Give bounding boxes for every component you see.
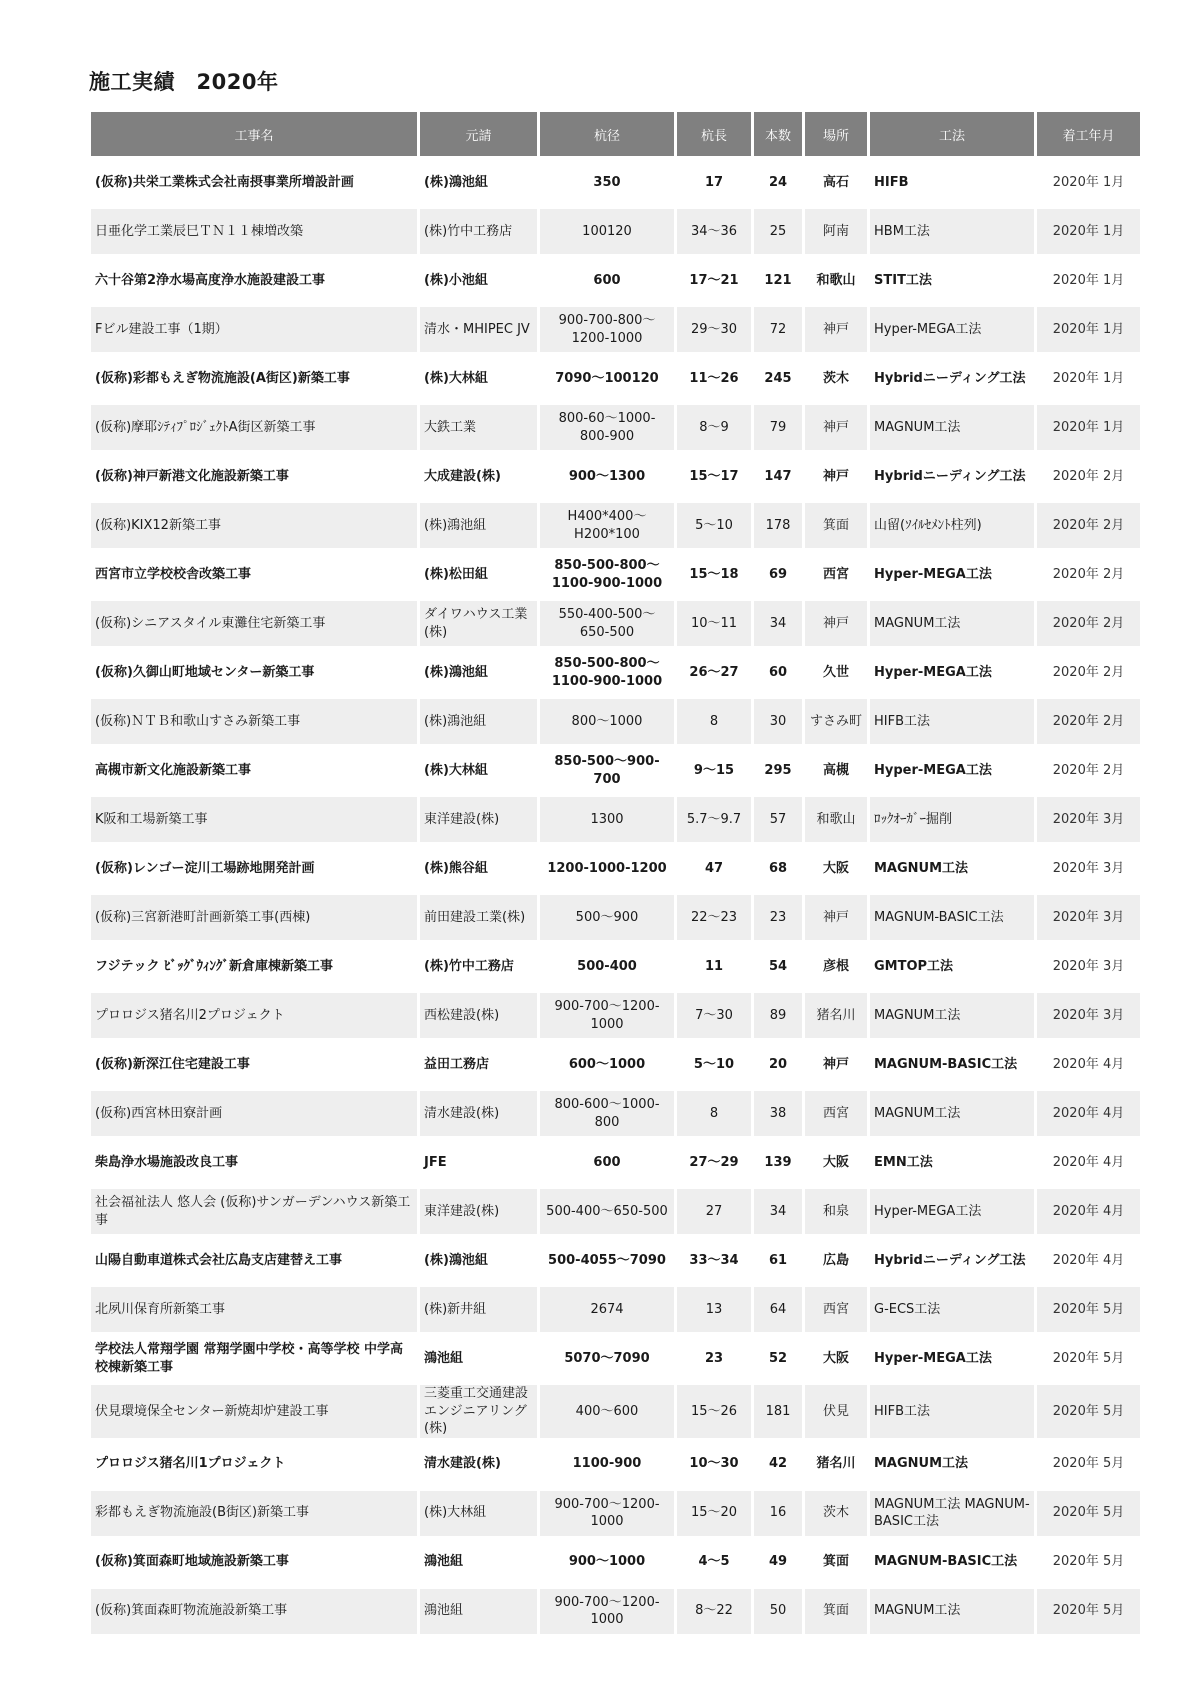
pile-diameter-cell: 800-600～1000-800: [540, 1091, 674, 1136]
project-name-cell: K阪和工場新築工事: [91, 797, 417, 842]
pile-diameter-cell: 600: [593, 1154, 621, 1170]
pile-diameter-cell: 500～900: [540, 895, 674, 940]
column-header-location: 場所: [805, 112, 867, 156]
start-date-cell: 2020年 1月: [1037, 209, 1140, 254]
start-date-cell: 2020年 5月: [1037, 1287, 1140, 1332]
pile-diameter-cell: 900-700-800～1200-1000: [540, 307, 674, 352]
pile-count-cell: 139: [764, 1154, 792, 1170]
pile-count-cell: 60: [768, 664, 788, 680]
pile-length-cell: 23: [704, 1350, 724, 1366]
pile-count-cell: 79: [754, 405, 802, 450]
contractor-cell: 西松建設(株): [420, 993, 537, 1038]
pile-diameter-cell: 900～1000: [568, 1554, 646, 1570]
location-cell: 猪名川: [816, 1456, 856, 1472]
table-row: [91, 356, 1140, 401]
pile-diameter-cell: 400～600: [540, 1385, 674, 1438]
start-date-cell: 2020年 2月: [1037, 601, 1140, 646]
pile-count-cell: 20: [768, 1056, 788, 1072]
pile-count-cell: 68: [768, 860, 788, 876]
method-cell: MAGNUM工法: [874, 860, 969, 876]
table-row: [91, 405, 1140, 450]
project-name-cell: (仮称)新深江住宅建設工事: [95, 1056, 250, 1072]
contractor-cell: (株)竹中工務店: [424, 958, 514, 974]
location-cell: 茨木: [805, 1491, 867, 1536]
pile-count-cell: 69: [768, 566, 788, 582]
method-cell: Hybridニーディング工法: [874, 370, 1026, 386]
pile-length-cell: 10～30: [689, 1456, 739, 1472]
table-row: [91, 895, 1140, 940]
pile-count-cell: 24: [768, 174, 788, 190]
pile-diameter-cell: 2674: [540, 1287, 674, 1332]
project-name-cell: (仮称)共栄工業株式会社南摂事業所増設計画: [95, 174, 354, 190]
pile-diameter-cell: 350: [593, 174, 621, 190]
pile-length-cell: 5～10: [693, 1056, 735, 1072]
location-cell: 和泉: [805, 1189, 867, 1234]
method-cell: Hyper-MEGA工法: [874, 664, 992, 680]
pile-diameter-cell: 600: [593, 272, 621, 288]
start-date-cell: 2020年 2月: [1052, 566, 1125, 582]
table-row: [91, 1140, 1140, 1185]
table-row: [91, 1589, 1140, 1634]
contractor-cell: 東洋建設(株): [420, 797, 537, 842]
method-cell: MAGNUM工法: [874, 1456, 969, 1472]
project-name-cell: 彩都もえぎ物流施設(B街区)新築工事: [91, 1491, 417, 1536]
pile-length-cell: 22～23: [677, 895, 751, 940]
pile-count-cell: 89: [754, 993, 802, 1038]
contractor-cell: (株)大林組: [424, 762, 488, 778]
start-date-cell: 2020年 2月: [1052, 762, 1125, 778]
contractor-cell: (株)大林組: [420, 1491, 537, 1536]
pile-count-cell: 57: [754, 797, 802, 842]
pile-length-cell: 15～26: [677, 1385, 751, 1438]
contractor-cell: (株)鴻池組: [420, 503, 537, 548]
table-body: [91, 160, 1140, 1634]
project-name-cell: (仮称)摩耶ｼﾃｨﾌﾟﾛｼﾞｪｸﾄA街区新築工事: [91, 405, 417, 450]
method-cell: Hybridニーディング工法: [874, 468, 1026, 484]
pile-diameter-cell: 550-400-500～650-500: [540, 601, 674, 646]
column-header-start-date: 着工年月: [1037, 112, 1140, 156]
table-row: [91, 993, 1140, 1038]
table-row: [91, 1091, 1140, 1136]
location-cell: 神戸: [805, 307, 867, 352]
pile-diameter-cell: H400*400～H200*100: [540, 503, 674, 548]
project-name-cell: (仮称)久御山町地域センター新築工事: [95, 664, 315, 680]
project-name-cell: (仮称)神戸新港文化施設新築工事: [95, 468, 289, 484]
project-name-cell: 高槻市新文化施設新築工事: [95, 762, 252, 778]
pile-length-cell: 34～36: [677, 209, 751, 254]
pile-diameter-cell: 5070～7090: [564, 1350, 650, 1366]
location-cell: 茨木: [822, 370, 849, 386]
pile-diameter-cell: 500-400～650-500: [540, 1189, 674, 1234]
contractor-cell: (株)小池組: [424, 272, 488, 288]
method-cell: MAGNUM工法: [870, 601, 1034, 646]
table-row: [91, 1042, 1140, 1087]
method-cell: EMN工法: [874, 1154, 933, 1170]
pile-diameter-cell: 800～1000: [540, 699, 674, 744]
start-date-cell: 2020年 1月: [1052, 370, 1125, 386]
location-cell: 阿南: [805, 209, 867, 254]
location-cell: 神戸: [822, 468, 849, 484]
pile-length-cell: 11～26: [689, 370, 739, 386]
pile-diameter-cell: 1200-1000-1200: [547, 860, 667, 876]
table-row: [91, 797, 1140, 842]
start-date-cell: 2020年 2月: [1037, 503, 1140, 548]
project-name-cell: 山陽自動車道株式会社広島支店建替え工事: [95, 1252, 343, 1268]
pile-length-cell: 17～21: [689, 272, 739, 288]
contractor-cell: 益田工務店: [424, 1056, 490, 1072]
pile-count-cell: 25: [754, 209, 802, 254]
location-cell: 猪名川: [805, 993, 867, 1038]
pile-count-cell: 23: [754, 895, 802, 940]
pile-length-cell: 8～9: [677, 405, 751, 450]
method-cell: MAGNUM工法 MAGNUM-BASIC工法: [870, 1491, 1034, 1536]
start-date-cell: 2020年 3月: [1052, 958, 1125, 974]
pile-length-cell: 17: [704, 174, 724, 190]
contractor-cell: (株)鴻池組: [420, 699, 537, 744]
location-cell: 箕面: [805, 503, 867, 548]
table-row: [91, 1442, 1140, 1487]
start-date-cell: 2020年 2月: [1037, 699, 1140, 744]
pile-diameter-cell: 900～1300: [568, 468, 646, 484]
pile-count-cell: 34: [754, 1189, 802, 1234]
pile-length-cell: 26～27: [689, 664, 739, 680]
pile-diameter-cell: 850-500～900-700: [554, 753, 660, 787]
document-title: 施工実績 2020年: [89, 70, 279, 94]
pile-length-cell: 8: [677, 699, 751, 744]
project-name-cell: 学校法人常翔学園 常翔学園中学校・高等学校 中学高校棟新築工事: [95, 1341, 404, 1375]
method-cell: G-ECS工法: [870, 1287, 1034, 1332]
pile-count-cell: 121: [764, 272, 792, 288]
location-cell: すさみ町: [805, 699, 867, 744]
method-cell: HIFB工法: [870, 1385, 1034, 1438]
project-name-cell: 社会福祉法人 悠人会 (仮称)サンガーデンハウス新築工事: [91, 1189, 417, 1234]
table-row: [91, 1336, 1140, 1381]
project-name-cell: (仮称)シニアスタイル東灘住宅新築工事: [91, 601, 417, 646]
column-header-pile-diameter: 杭径: [540, 112, 674, 156]
method-cell: MAGNUM工法: [870, 405, 1034, 450]
start-date-cell: 2020年 3月: [1037, 797, 1140, 842]
pile-count-cell: 181: [754, 1385, 802, 1438]
start-date-cell: 2020年 4月: [1052, 1252, 1125, 1268]
column-header-method: 工法: [870, 112, 1034, 156]
table-row: [91, 209, 1140, 254]
pile-length-cell: 8: [677, 1091, 751, 1136]
table-row: [91, 748, 1140, 793]
pile-length-cell: 15～17: [689, 468, 739, 484]
contractor-cell: 大成建設(株): [424, 468, 501, 484]
pile-diameter-cell: 800-60～1000-800-900: [540, 405, 674, 450]
pile-length-cell: 33～34: [689, 1252, 739, 1268]
project-name-cell: (仮称)レンゴー淀川工場跡地開発計画: [95, 860, 315, 876]
method-cell: 山留(ｿｲﾙｾﾒﾝﾄ柱列): [870, 503, 1034, 548]
method-cell: GMTOP工法: [874, 958, 954, 974]
contractor-cell: ダイワハウス工業(株): [420, 601, 537, 646]
project-name-cell: 伏見環境保全センター新焼却炉建設工事: [91, 1385, 417, 1438]
pile-length-cell: 7～30: [677, 993, 751, 1038]
pile-diameter-cell: 1300: [540, 797, 674, 842]
column-header-contractor: 元請: [420, 112, 537, 156]
pile-count-cell: 42: [768, 1456, 788, 1472]
start-date-cell: 2020年 3月: [1052, 860, 1125, 876]
method-cell: HIFB工法: [870, 699, 1034, 744]
pile-count-cell: 64: [754, 1287, 802, 1332]
project-name-cell: Fビル建設工事（1期）: [91, 307, 417, 352]
start-date-cell: 2020年 1月: [1037, 405, 1140, 450]
contractor-cell: (株)鴻池組: [424, 664, 488, 680]
start-date-cell: 2020年 1月: [1037, 307, 1140, 352]
contractor-cell: 東洋建設(株): [420, 1189, 537, 1234]
method-cell: Hyper-MEGA工法: [874, 1350, 992, 1366]
pile-diameter-cell: 900-700～1200-1000: [540, 1491, 674, 1536]
start-date-cell: 2020年 4月: [1037, 1189, 1140, 1234]
project-name-cell: 日亜化学工業辰巳ＴＮ１１棟増改築: [91, 209, 417, 254]
pile-diameter-cell: 500-4055～7090: [548, 1252, 666, 1268]
project-name-cell: (仮称)西宮林田寮計画: [91, 1091, 417, 1136]
location-cell: 広島: [822, 1252, 849, 1268]
pile-diameter-cell: 600～1000: [568, 1056, 646, 1072]
pile-count-cell: 30: [754, 699, 802, 744]
project-name-cell: (仮称)箕面森町物流施設新築工事: [91, 1589, 417, 1634]
location-cell: 高槻: [822, 762, 849, 778]
contractor-cell: 鴻池組: [424, 1554, 464, 1570]
table-row: [91, 454, 1140, 499]
project-name-cell: 柴島浄水場施設改良工事: [95, 1154, 239, 1170]
project-name-cell: (仮称)KIX12新築工事: [91, 503, 417, 548]
method-cell: Hyper-MEGA工法: [870, 1189, 1034, 1234]
table-row: [91, 846, 1140, 891]
method-cell: MAGNUM-BASIC工法: [874, 1056, 1018, 1072]
table-row: [91, 307, 1140, 352]
pile-count-cell: 38: [754, 1091, 802, 1136]
contractor-cell: (株)新井組: [420, 1287, 537, 1332]
location-cell: 和歌山: [816, 272, 856, 288]
pile-count-cell: 16: [754, 1491, 802, 1536]
pile-diameter-cell: 100120: [540, 209, 674, 254]
contractor-cell: (株)鴻池組: [424, 1252, 488, 1268]
pile-count-cell: 72: [754, 307, 802, 352]
location-cell: 箕面: [805, 1589, 867, 1634]
method-cell: Hyper-MEGA工法: [870, 307, 1034, 352]
location-cell: 和歌山: [805, 797, 867, 842]
start-date-cell: 2020年 5月: [1052, 1350, 1125, 1366]
pile-count-cell: 49: [768, 1554, 788, 1570]
contractor-cell: (株)大林組: [424, 370, 488, 386]
method-cell: ﾛｯｸｵｰｶﾞｰ掘削: [870, 797, 1034, 842]
pile-length-cell: 27～29: [689, 1154, 739, 1170]
column-header-pile-length: 杭長: [677, 112, 751, 156]
location-cell: 神戸: [805, 601, 867, 646]
project-name-cell: プロロジス猪名川1プロジェクト: [95, 1456, 286, 1472]
project-name-cell: (仮称)ＮＴＢ和歌山すさみ新築工事: [91, 699, 417, 744]
pile-diameter-cell: 900-700～1200-1000: [540, 1589, 674, 1634]
pile-length-cell: 47: [704, 860, 724, 876]
method-cell: MAGNUM工法: [870, 993, 1034, 1038]
pile-diameter-cell: 850-500-800～1100-900-1000: [551, 557, 663, 591]
project-name-cell: (仮称)三宮新港町計画新築工事(西棟): [91, 895, 417, 940]
contractor-cell: 清水建設(株): [420, 1091, 537, 1136]
start-date-cell: 2020年 3月: [1037, 895, 1140, 940]
pile-count-cell: 34: [754, 601, 802, 646]
contractor-cell: (株)松田組: [424, 566, 488, 582]
table-row: [91, 1238, 1140, 1283]
location-cell: 神戸: [805, 895, 867, 940]
table-row: [91, 258, 1140, 303]
start-date-cell: 2020年 1月: [1052, 272, 1125, 288]
pile-length-cell: 15～20: [677, 1491, 751, 1536]
table-row: [91, 699, 1140, 744]
project-name-cell: 六十谷第2浄水場高度浄水施設建設工事: [95, 272, 326, 288]
pile-length-cell: 10～11: [677, 601, 751, 646]
contractor-cell: 清水建設(株): [424, 1456, 501, 1472]
location-cell: 西宮: [805, 1091, 867, 1136]
location-cell: 伏見: [805, 1385, 867, 1438]
construction-record-table: [88, 108, 1143, 1638]
location-cell: 大阪: [822, 860, 849, 876]
contractor-cell: 大鉄工業: [420, 405, 537, 450]
table-row: [91, 503, 1140, 548]
pile-diameter-cell: 1100-900: [572, 1456, 642, 1472]
method-cell: MAGNUM工法: [870, 1091, 1034, 1136]
project-name-cell: (仮称)彩都もえぎ物流施設(A街区)新築工事: [95, 370, 350, 386]
pile-count-cell: 61: [768, 1252, 788, 1268]
method-cell: HIFB: [874, 174, 909, 190]
method-cell: Hyper-MEGA工法: [874, 566, 992, 582]
table-row: [91, 1189, 1140, 1234]
project-name-cell: (仮称)箕面森町地域施設新築工事: [95, 1554, 289, 1570]
start-date-cell: 2020年 5月: [1037, 1491, 1140, 1536]
start-date-cell: 2020年 5月: [1037, 1385, 1140, 1438]
contractor-cell: 三菱重工交通建設エンジニアリング(株): [420, 1385, 537, 1438]
start-date-cell: 2020年 3月: [1037, 993, 1140, 1038]
start-date-cell: 2020年 4月: [1052, 1154, 1125, 1170]
contractor-cell: (株)鴻池組: [424, 174, 488, 190]
table-header-row: [91, 112, 1140, 156]
method-cell: MAGNUM工法: [870, 1589, 1034, 1634]
column-header-pile-count: 本数: [754, 112, 802, 156]
table-row: [91, 1540, 1140, 1585]
pile-diameter-cell: 7090～100120: [555, 370, 659, 386]
table-row: [91, 601, 1140, 646]
pile-count-cell: 147: [764, 468, 792, 484]
column-header-project-name: 工事名: [91, 112, 417, 156]
project-name-cell: フジテック ﾋﾞｯｸﾞｳｨﾝｸﾞ新倉庫棟新築工事: [95, 958, 334, 974]
contractor-cell: 鴻池組: [420, 1589, 537, 1634]
project-name-cell: プロロジス猪名川2プロジェクト: [91, 993, 417, 1038]
table-row: [91, 1385, 1140, 1438]
location-cell: 久世: [822, 664, 849, 680]
contractor-cell: (株)竹中工務店: [420, 209, 537, 254]
start-date-cell: 2020年 4月: [1052, 1056, 1125, 1072]
start-date-cell: 2020年 4月: [1037, 1091, 1140, 1136]
pile-length-cell: 8～22: [677, 1589, 751, 1634]
location-cell: 西宮: [805, 1287, 867, 1332]
pile-length-cell: 29～30: [677, 307, 751, 352]
pile-diameter-cell: 850-500-800～1100-900-1000: [551, 655, 663, 689]
start-date-cell: 2020年 5月: [1037, 1589, 1140, 1634]
pile-count-cell: 54: [768, 958, 788, 974]
contractor-cell: 鴻池組: [424, 1350, 464, 1366]
method-cell: Hybridニーディング工法: [874, 1252, 1026, 1268]
location-cell: 大阪: [822, 1154, 849, 1170]
location-cell: 神戸: [805, 405, 867, 450]
location-cell: 西宮: [822, 566, 849, 582]
method-cell: MAGNUM-BASIC工法: [870, 895, 1034, 940]
table-row: [91, 552, 1140, 597]
project-name-cell: 西宮市立学校校舎改築工事: [95, 566, 252, 582]
method-cell: HBM工法: [870, 209, 1034, 254]
start-date-cell: 2020年 1月: [1052, 174, 1125, 190]
pile-count-cell: 245: [764, 370, 792, 386]
start-date-cell: 2020年 5月: [1052, 1554, 1125, 1570]
start-date-cell: 2020年 2月: [1052, 468, 1125, 484]
pile-count-cell: 50: [754, 1589, 802, 1634]
pile-count-cell: 178: [754, 503, 802, 548]
table-row: [91, 944, 1140, 989]
contractor-cell: 清水・MHIPEC JV: [420, 307, 537, 352]
location-cell: 彦根: [822, 958, 849, 974]
method-cell: STIT工法: [874, 272, 932, 288]
pile-diameter-cell: 900-700～1200-1000: [540, 993, 674, 1038]
location-cell: 箕面: [822, 1554, 849, 1570]
start-date-cell: 2020年 5月: [1052, 1456, 1125, 1472]
table-row: [91, 650, 1140, 695]
project-name-cell: 北夙川保育所新築工事: [91, 1287, 417, 1332]
pile-length-cell: 27: [677, 1189, 751, 1234]
pile-length-cell: 5～10: [677, 503, 751, 548]
pile-length-cell: 9～15: [693, 762, 735, 778]
table-row: [91, 1287, 1140, 1332]
pile-count-cell: 295: [764, 762, 792, 778]
location-cell: 神戸: [822, 1056, 849, 1072]
pile-length-cell: 11: [704, 958, 724, 974]
pile-length-cell: 5.7～9.7: [677, 797, 751, 842]
contractor-cell: JFE: [424, 1154, 447, 1170]
table-row: [91, 160, 1140, 205]
location-cell: 高石: [822, 174, 849, 190]
start-date-cell: 2020年 2月: [1052, 664, 1125, 680]
pile-diameter-cell: 500-400: [577, 958, 637, 974]
pile-length-cell: 15～18: [689, 566, 739, 582]
pile-length-cell: 13: [677, 1287, 751, 1332]
pile-count-cell: 52: [768, 1350, 788, 1366]
table-row: [91, 1491, 1140, 1536]
location-cell: 大阪: [822, 1350, 849, 1366]
contractor-cell: (株)熊谷組: [424, 860, 488, 876]
method-cell: Hyper-MEGA工法: [874, 762, 992, 778]
contractor-cell: 前田建設工業(株): [420, 895, 537, 940]
pile-length-cell: 4～5: [698, 1554, 730, 1570]
method-cell: MAGNUM-BASIC工法: [874, 1554, 1018, 1570]
